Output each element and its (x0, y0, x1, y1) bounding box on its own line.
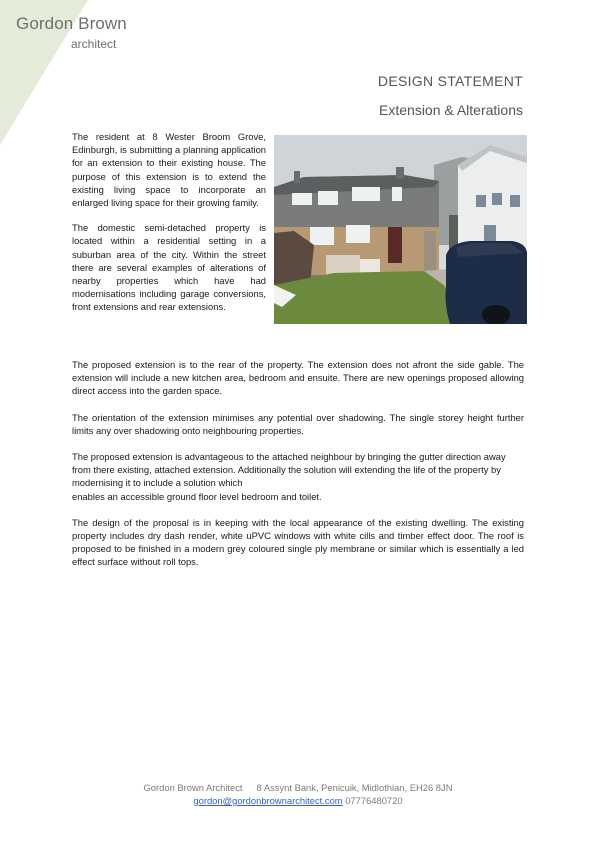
intro-paragraph: The domestic semi-detached property is located within a residential setting in a suburban area of the city. Within the street there are several examples of alterations of nearby properties which have had modernisations including garage conversions, front extensions and rear extensions. (72, 222, 266, 313)
footer-phone: 07776480720 (345, 795, 403, 806)
intro-paragraph: The resident at 8 Wester Broom Grove, Edinburgh, is submitting a planning application for an extension to their existing house. The purpose of this extension is to extend the existing living space to incorporate an enlarged living space for their growing family. (72, 131, 266, 209)
brand-subtitle: architect (71, 37, 117, 51)
body-paragraph-4: The design of the proposal is in keeping with the local appearance of the existing dwelling. The existing property includes dry dash render, white uPVC windows with white cills and timber effect door. The roof is proposed to be finished in a modern grey coloured single ply membrane or similar which is essentially a led effect surface without roll tops. (72, 516, 524, 568)
footer-address-line (0, 782, 596, 793)
body-paragraph-3-line-a: The proposed extension is advantageous to the attached neighbour by bringing the gutter direction away from there existing, attached extension. Additionally the solution will extending the life of the property by modernising it to include a solution which (72, 451, 506, 489)
body-paragraph-3 (72, 450, 524, 503)
brand-name: Gordon Brown (16, 14, 127, 33)
body-paragraph-3-line-b: enables an accessible ground floor level bedroom and toilet. (72, 490, 322, 502)
main-text-block (72, 358, 524, 582)
footer-contact-line (0, 795, 596, 806)
body-paragraph-2: The orientation of the extension minimises any potential over shadowing. The single storey height further limits any over shadowing onto neighbouring properties. (72, 411, 524, 436)
body-paragraph-1: The proposed extension is to the rear of the property. The extension does not afront the side gable. The extension will include a new kitchen area, bedroom and ensuite. There are new openings proposed allowing direct access into the garden space. (72, 359, 524, 397)
footer-email-link[interactable]: gordon@gordonbrownarchitect.com (193, 795, 343, 806)
intro-text-block (72, 130, 266, 326)
footer-company: Gordon Brown Architect (143, 782, 243, 793)
footer-address: 8 Assynt Bank, Penicuik, Midlothian, EH26 8JN (256, 782, 453, 793)
house-photo (274, 135, 527, 324)
document-subtitle: Extension & Alterations (379, 102, 523, 118)
document-title: DESIGN STATEMENT (377, 73, 523, 89)
